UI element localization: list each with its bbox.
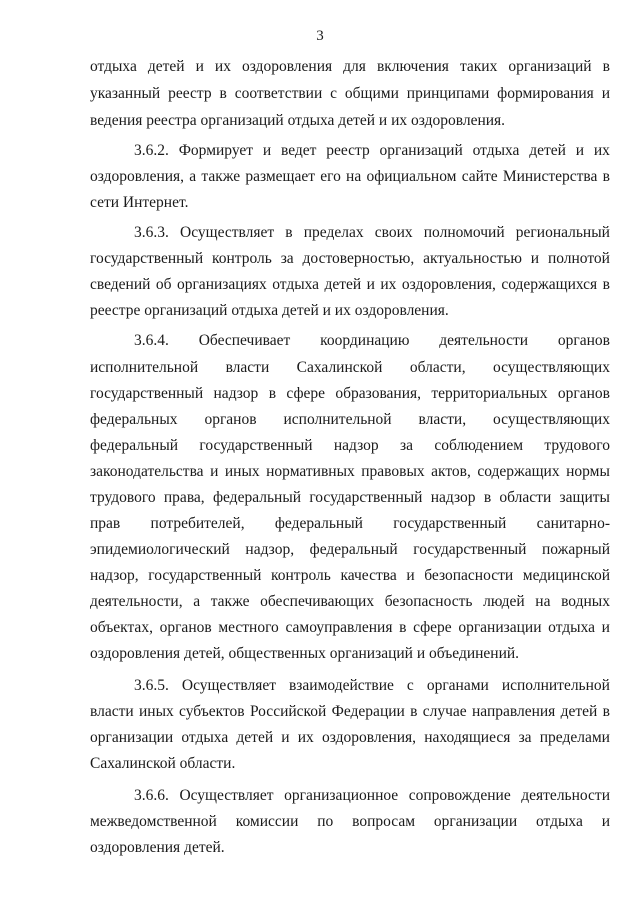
text-line: 3.6.6. Осуществляет организационное сопровождение деятельности [134, 787, 610, 804]
text-line: надзор, государственный контроль качества и безопасности медицинской [90, 567, 610, 584]
text-line: 3.6.4. Обеспечивает координацию деятельности органов [134, 332, 610, 349]
text-line: исполнительной власти Сахалинской области, осуществляющих [90, 359, 610, 376]
text-line: 3.6.5. Осуществляет взаимодействие с органами исполнительной [134, 677, 610, 694]
text-line: 3.6.2. Формирует и ведет реестр организаций отдыха детей и их [134, 142, 610, 159]
text-line: федеральных органов исполнительной власти, осуществляющих [90, 411, 610, 428]
text-line: межведомственной комиссии по вопросам организации отдыха и [90, 813, 610, 830]
text-line: федеральный государственный надзор за соблюдением трудового [90, 437, 610, 454]
text-line: деятельности, а также обеспечивающих безопасность людей на водных [90, 593, 610, 610]
text-line: оздоровления детей. [90, 839, 225, 856]
text-line: трудового права, федеральный государственный надзор в области защиты [90, 489, 610, 506]
text-line: реестре организаций отдыха детей и их оздоровления. [90, 302, 449, 319]
text-line: эпидемиологический надзор, федеральный государственный пожарный [90, 541, 610, 558]
text-line: сети Интернет. [90, 194, 189, 211]
text-line: государственный надзор в сфере образования, территориальных органов [90, 385, 610, 402]
text-line: организации отдыха детей и их оздоровления, находящиеся за пределами [90, 729, 610, 746]
text-line: объектах, органов местного самоуправления в сфере организации отдыха и [90, 619, 610, 636]
text-line: Сахалинской области. [90, 755, 236, 772]
text-line: власти иных субъектов Российской Федерации в случае направления детей в [90, 703, 610, 720]
page-number: 3 [316, 28, 324, 44]
text-line: отдыха детей и их оздоровления для включения таких организаций в [90, 58, 610, 75]
text-line: ведения реестра организаций отдыха детей и их оздоровления. [90, 112, 506, 129]
text-line: указанный реестр в соответствии с общими принципами формирования и [90, 85, 610, 102]
text-line: прав потребителей, федеральный государственный санитарно- [90, 515, 610, 532]
text-line: сведений об организациях отдыха детей и их оздоровления, содержащихся в [90, 276, 610, 293]
text-line: оздоровления детей, общественных организаций и объединений. [90, 645, 520, 662]
text-line: законодательства и иных нормативных правовых актов, содержащих нормы [90, 463, 610, 480]
text-line: 3.6.3. Осуществляет в пределах своих полномочий региональный [134, 224, 610, 241]
text-line: оздоровления, а также размещает его на официальном сайте Министерства в [90, 168, 610, 185]
text-line: государственный контроль за достоверностью, актуальностью и полнотой [90, 250, 610, 267]
